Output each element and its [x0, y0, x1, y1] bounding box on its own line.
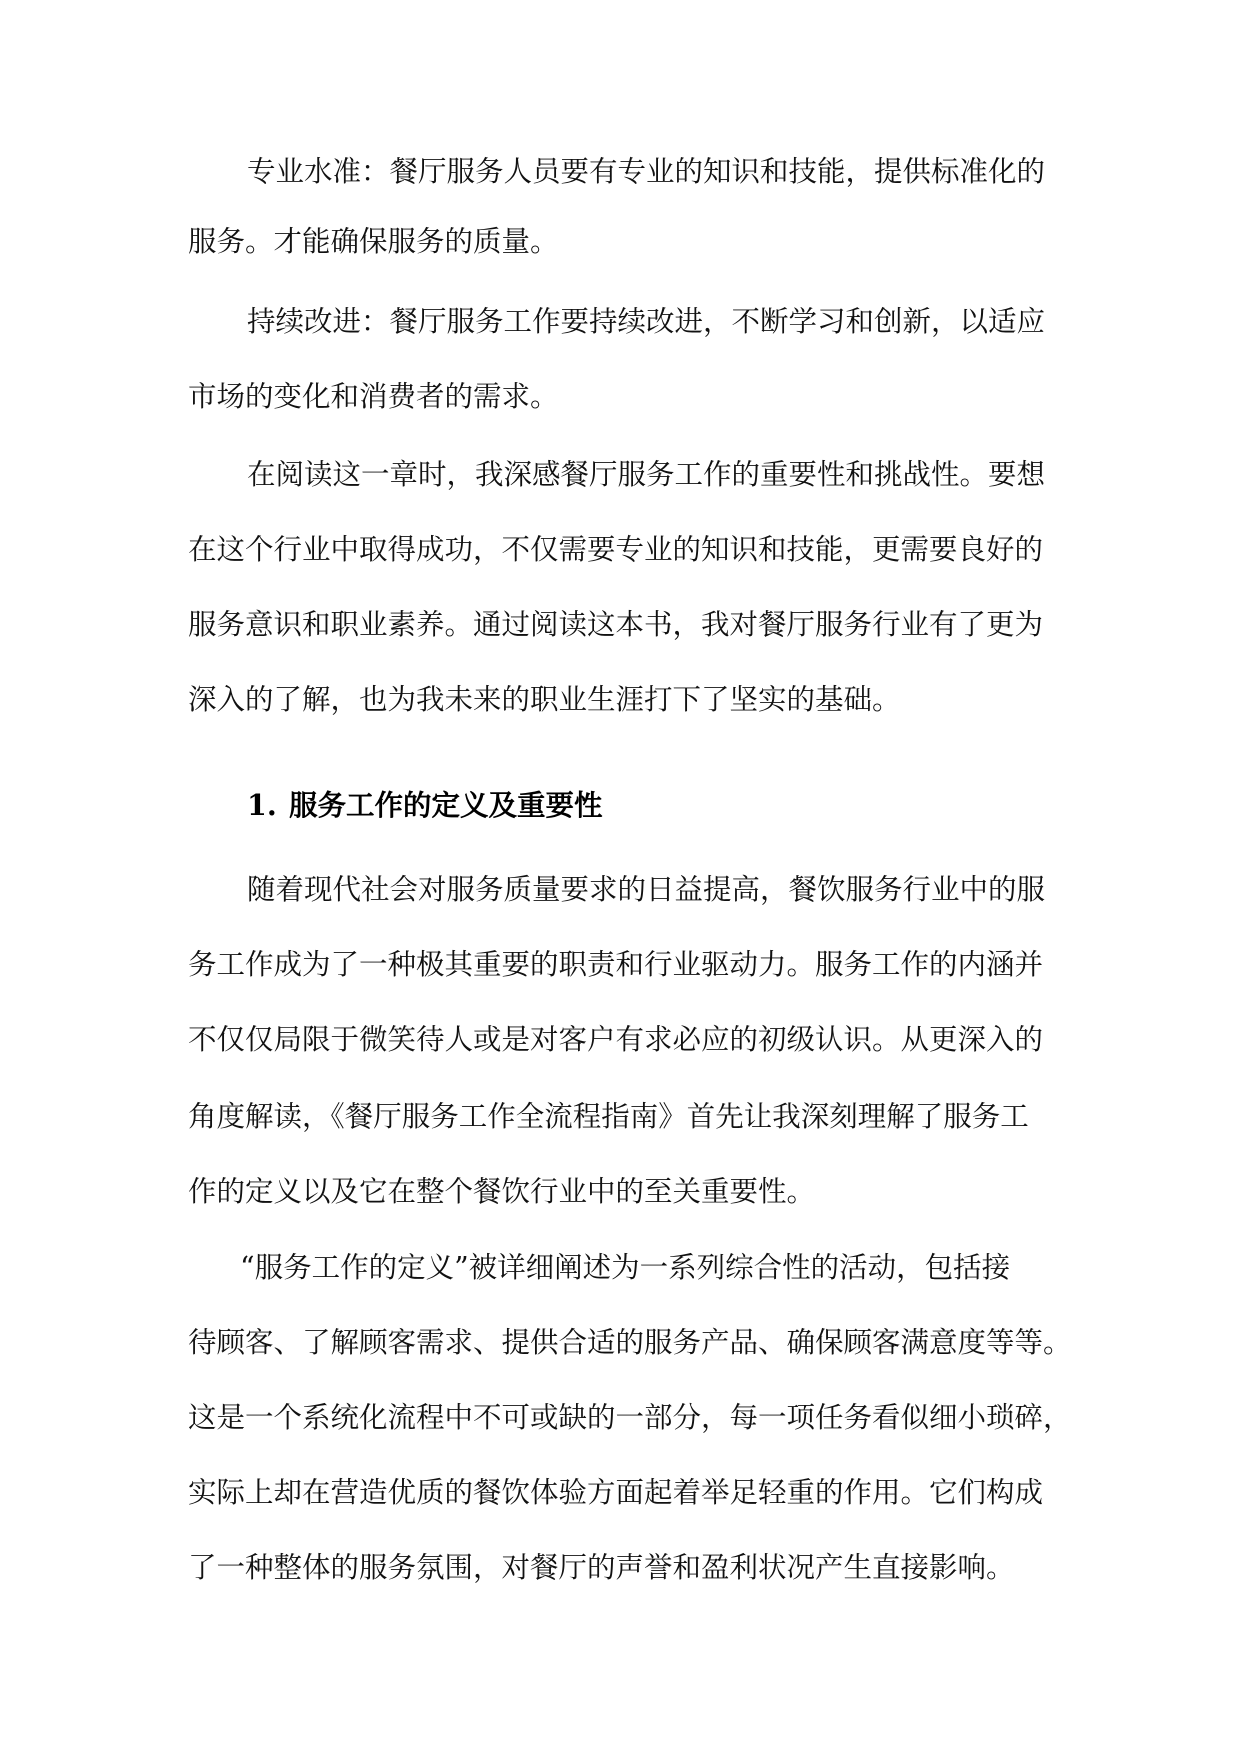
paragraph-definition-detail-line-2: 待顾客、了解顾客需求、提供合适的服务产品、确保顾客满意度等等。 — [188, 1326, 1072, 1359]
paragraph-reflection-line-1: 在阅读这一章时，我深感餐厅服务工作的重要性和挑战性。要想 — [247, 458, 1046, 491]
paragraph-reflection-line-2: 在这个行业中取得成功，不仅需要专业的知识和技能，更需要良好的 — [188, 533, 1044, 566]
paragraph-continuous-improvement-line-2: 市场的变化和消费者的需求。 — [188, 380, 559, 413]
section-heading-number: 1. — [247, 788, 277, 822]
paragraph-professional-standard-line-1: 专业水准：餐厅服务人员要有专业的知识和技能，提供标准化的 — [247, 155, 1046, 188]
paragraph-reflection-line-3: 服务意识和职业素养。通过阅读这本书，我对餐厅服务行业有了更为 — [188, 608, 1044, 641]
paragraph-definition-detail-line-1: “服务工作的定义”被详细阐述为一系列综合性的活动，包括接 — [240, 1251, 1011, 1284]
paragraph-definition-intro-line-5: 作的定义以及它在整个餐饮行业中的至关重要性。 — [188, 1175, 816, 1208]
paragraph-definition-detail-line-5: 了一种整体的服务氛围，对餐厅的声誉和盈利状况产生直接影响。 — [188, 1551, 1015, 1584]
paragraph-professional-standard-line-2: 服务。才能确保服务的质量。 — [188, 225, 559, 258]
paragraph-definition-intro-line-4: 角度解读，《餐厅服务工作全流程指南》首先让我深刻理解了服务工 — [188, 1100, 1029, 1133]
section-heading-title: 服务工作的定义及重要性 — [289, 788, 603, 822]
paragraph-definition-intro-line-1: 随着现代社会对服务质量要求的日益提高，餐饮服务行业中的服 — [247, 873, 1046, 906]
paragraph-continuous-improvement-line-1: 持续改进：餐厅服务工作要持续改进，不断学习和创新，以适应 — [247, 305, 1046, 338]
paragraph-definition-detail-line-4: 实际上却在营造优质的餐饮体验方面起着举足轻重的作用。它们构成 — [188, 1476, 1044, 1509]
paragraph-definition-intro-line-3: 不仅仅局限于微笑待人或是对客户有求必应的初级认识。从更深入的 — [188, 1023, 1044, 1056]
paragraph-definition-detail-line-3: 这是一个系统化流程中不可或缺的一部分，每一项任务看似细小琐碎， — [188, 1401, 1072, 1434]
paragraph-reflection-line-4: 深入的了解，也为我未来的职业生涯打下了坚实的基础。 — [188, 683, 901, 716]
paragraph-definition-intro-line-2: 务工作成为了一种极其重要的职责和行业驱动力。服务工作的内涵并 — [188, 948, 1044, 981]
section-heading — [247, 785, 603, 825]
